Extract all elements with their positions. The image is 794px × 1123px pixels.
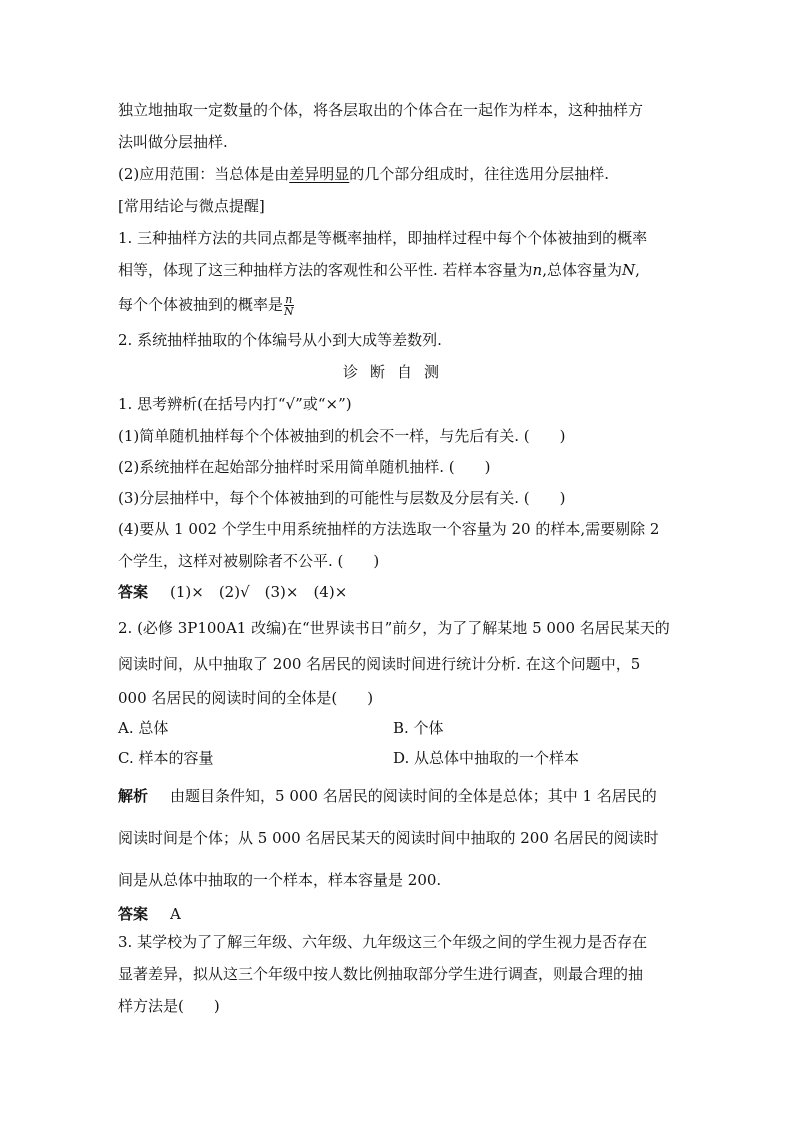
tips-p2: 2. 系统抽样抽取的个体编号从小到大成等差数列. [118, 331, 442, 349]
q3-line-2: 显著差异，拟从这三个年级中按人数比例抽取部分学生进行调查，则最合理的抽 [118, 965, 644, 983]
answer-label: 答案 [118, 583, 149, 601]
answer-label: 答案 [118, 905, 149, 923]
analysis-label: 解析 [118, 787, 149, 805]
fraction-denominator: N [284, 305, 294, 318]
q1-item: 个学生，这样对被剔除者不公平. ( ) [118, 552, 380, 570]
section-title: 诊断自测 [342, 363, 451, 381]
tips-p1-line-2 [118, 260, 640, 280]
q1-item: (3)分层抽样中，每个个体被抽到的可能性与层数及分层有关. ( ) [118, 489, 566, 507]
q1-stem: 1. 思考辨析(在括号内打“√”或“×”) [118, 395, 352, 413]
intro-line-2: 法叫做分层抽样. [118, 133, 228, 151]
population-size-symbol: N [622, 261, 636, 279]
q3-line-3: 样方法是( ) [118, 997, 220, 1015]
application-range [118, 164, 609, 184]
q2-option-a: A. 总体 [118, 719, 169, 737]
probability-fraction [284, 294, 294, 317]
tips-heading: [常用结论与微点提醒] [118, 197, 265, 215]
answer-text: A [170, 905, 181, 923]
tips-p1-text-probability: 每个个体被抽到的概率是 [118, 295, 284, 314]
q1-answer [118, 582, 347, 602]
q2-line-3: 000 名居民的阅读时间的全体是( ) [118, 689, 374, 707]
q2-answer [118, 904, 181, 924]
q2-analysis-line-3: 间是从总体中抽取的一个样本，样本容量是 200. [118, 871, 442, 889]
q2-analysis-line-1 [118, 786, 657, 806]
q3-line-1: 3. 某学校为了了解三年级、六年级、九年级这三个年级之间的学生视力是否存在 [118, 933, 648, 951]
q1-item: (2)系统抽样在起始部分抽样时采用简单随机抽样. ( ) [118, 458, 491, 476]
q2-option-d: D. 从总体中抽取的一个样本 [393, 749, 580, 767]
q2-option-b: B. 个体 [393, 719, 444, 737]
application-suffix: 的几个部分组成时，往往选用分层抽样. [349, 165, 610, 183]
q2-line-2: 阅读时间，从中抽取了 200 名居民的阅读时间进行统计分析. 在这个问题中，5 [118, 655, 641, 673]
tips-p1-text-c: , [635, 261, 640, 279]
q1-item: (4)要从 1 002 个学生中用系统抽样的方法选取一个容量为 20 的样本,需要剔除 2 [118, 520, 660, 538]
tips-p1-line-1: 1. 三种抽样方法的共同点都是等概率抽样，即抽样过程中每个个体被抽到的概率 [118, 229, 648, 247]
sample-size-symbol: n [532, 261, 543, 279]
tips-p1-line-3 [118, 294, 294, 317]
answer-text: (1)× (2)√ (3)× (4)× [170, 583, 348, 601]
intro-line-1: 独立地抽取一定数量的个体，将各层取出的个体合在一起作为样本，这种抽样方 [118, 101, 644, 119]
fraction-numerator: n [285, 293, 293, 306]
analysis-text: 由题目条件知，5 000 名居民的阅读时间的全体是总体；其中 1 名居民的 [170, 787, 657, 805]
q1-item: (1)简单随机抽样每个个体被抽到的机会不一样，与先后有关. ( ) [118, 427, 566, 445]
q2-analysis-line-2: 阅读时间是个体；从 5 000 名居民某天的阅读时间中抽取的 200 名居民的阅读时 [118, 829, 659, 847]
q2-option-c: C. 样本的容量 [118, 749, 214, 767]
tips-p1-text-b: ,总体容量为 [542, 261, 622, 279]
tips-p1-text-a: 相等，体现了这三种抽样方法的客观性和公平性. 若样本容量为 [118, 261, 533, 279]
application-prefix: (2)应用范围：当总体是由 [118, 165, 290, 183]
q2-line-1: 2. (必修 3P100A1 改编)在“世界读书日”前夕，为了了解某地 5 000 名居民某天的 [118, 619, 670, 637]
application-underlined-term: 差异明显 [289, 165, 350, 183]
